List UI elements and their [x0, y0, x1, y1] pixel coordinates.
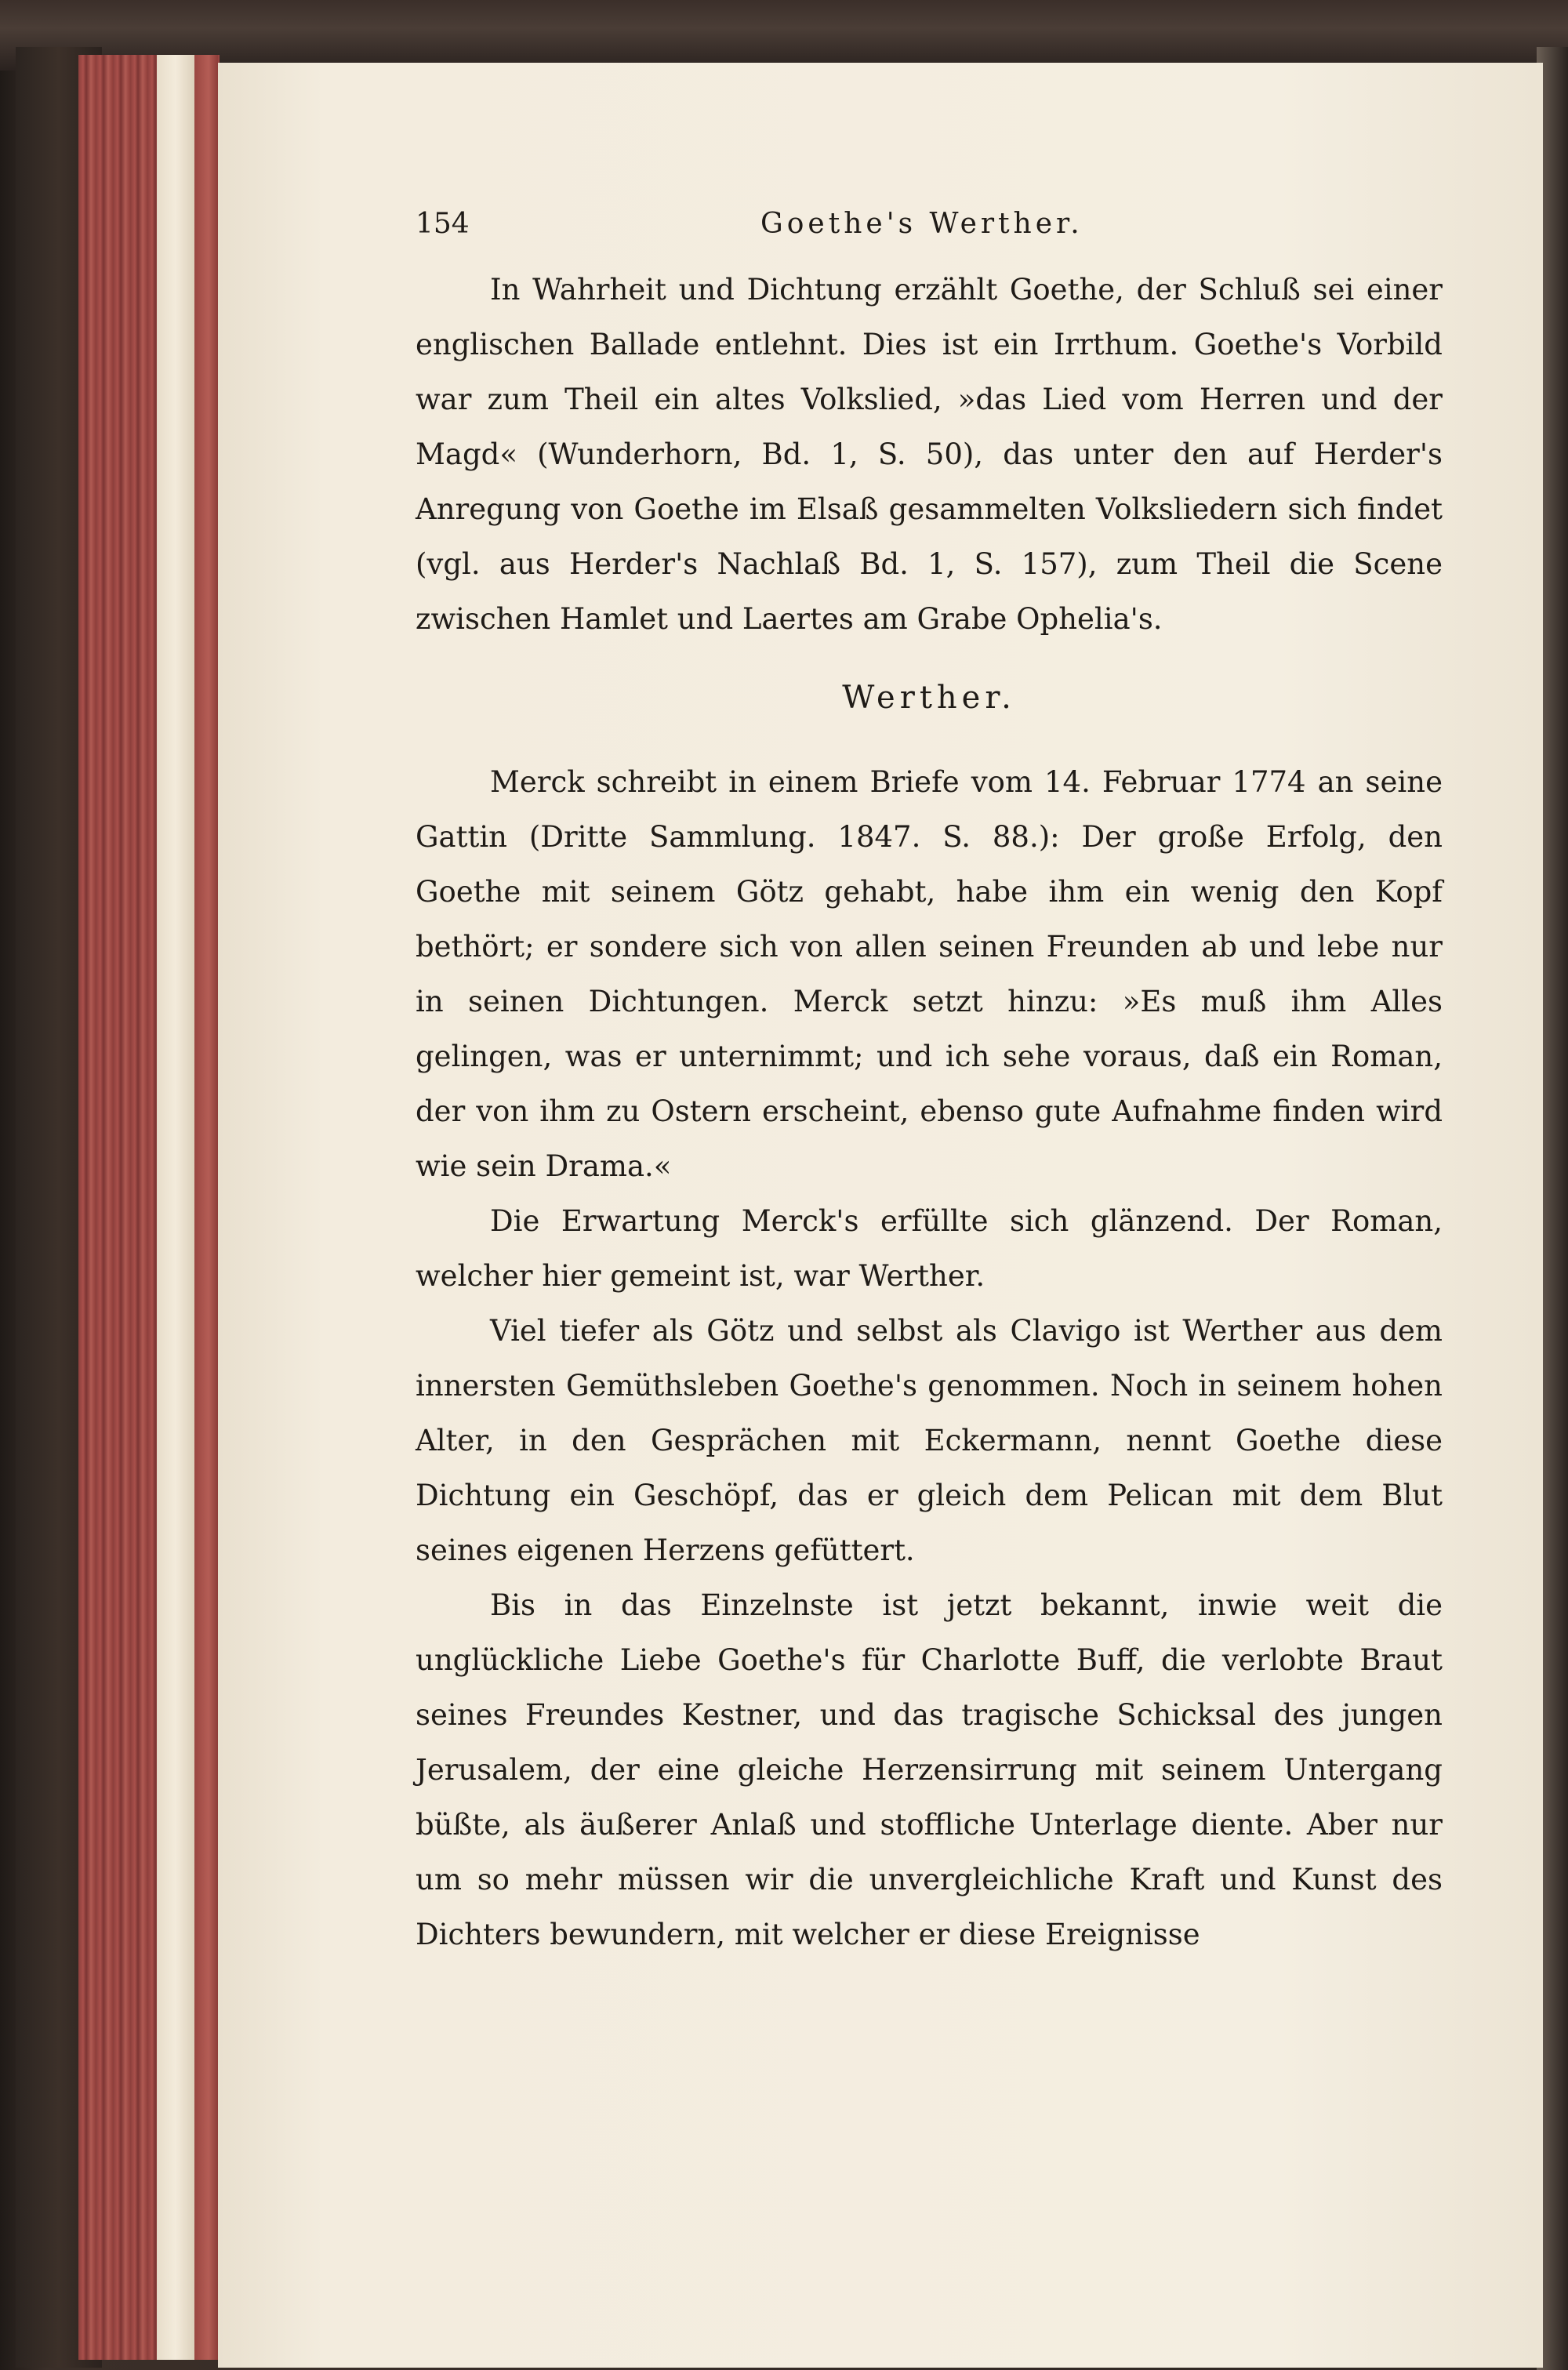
running-head — [416, 200, 1443, 263]
book-page — [218, 63, 1543, 2368]
running-title: Goethe's Werther. — [760, 208, 1083, 240]
page-edges-light — [157, 55, 194, 2360]
paragraph: Viel tiefer als Götz und selbst als Clavigo ist Werther aus dem innersten Gemüthsleben Goethe's genommen. Noch in seinem hohen Alter, in den Gesprächen mit Eckermann, nennt Goethe diese Dichtung ein Geschöpf, das er gleich dem Pelican mit dem Blut seines eigenen Herzens gefüttert. — [416, 1314, 1443, 1567]
page-content — [416, 200, 1443, 1962]
paragraph: In Wahrheit und Dichtung erzählt Goethe, der Schluß sei einer englischen Ballade entlehnt. Dies ist ein Irrthum. Goethe's Vorbild war zum Theil ein altes Volkslied, »das Lied vom Herren und der Magd« (Wunderhorn, Bd. 1, S. 50), das unter den auf Herder's Anregung von Goethe im Elsaß gesammelten Volksliedern sich findet (vgl. aus Herder's Nachlaß Bd. 1, S. 157), zum Theil die Scene zwischen Hamlet und Laertes am Grabe Ophelia's. — [416, 273, 1443, 636]
page-edges-red-inner — [194, 55, 218, 2360]
paragraph: Bis in das Einzelnste ist jetzt bekannt, inwie weit die unglückliche Liebe Goethe's für Charlotte Buff, die verlobte Braut seines Freundes Kestner, und das tragische Schicksal des jungen Jerusalem, der eine gleiche Herzensirrung mit seinem Untergang büßte, als äußerer Anlaß und stoffliche Unterlage diente. Aber nur um so mehr müssen wir die unvergleichliche Kraft und Kunst des Dichters bewundern, mit welcher er diese Ereignisse — [416, 1588, 1443, 1951]
page-number: 154 — [416, 208, 470, 240]
book-cover-top-edge — [0, 0, 1568, 71]
paragraph: Die Erwartung Merck's erfüllte sich glänzend. Der Roman, welcher hier gemeint ist, war Werther. — [416, 1204, 1443, 1293]
body-text — [416, 263, 1443, 1962]
paragraph: Merck schreibt in einem Briefe vom 14. Februar 1774 an seine Gattin (Dritte Sammlung. 1847. S. 88.): Der große Erfolg, den Goethe mit seinem Götz gehabt, habe ihm ein wenig den Kopf bethört; er sondere sich von allen seinen Freunden ab und lebe nur in seinen Dichtungen. Merck setzt hinzu: »Es muß ihm Alles gelingen, was er unternimmt; und ich sehe voraus, daß ein Roman, der von ihm zu Ostern erscheint, ebenso gute Aufnahme finden wird wie sein Drama.« — [416, 765, 1443, 1183]
section-heading: Werther. — [842, 680, 1016, 716]
